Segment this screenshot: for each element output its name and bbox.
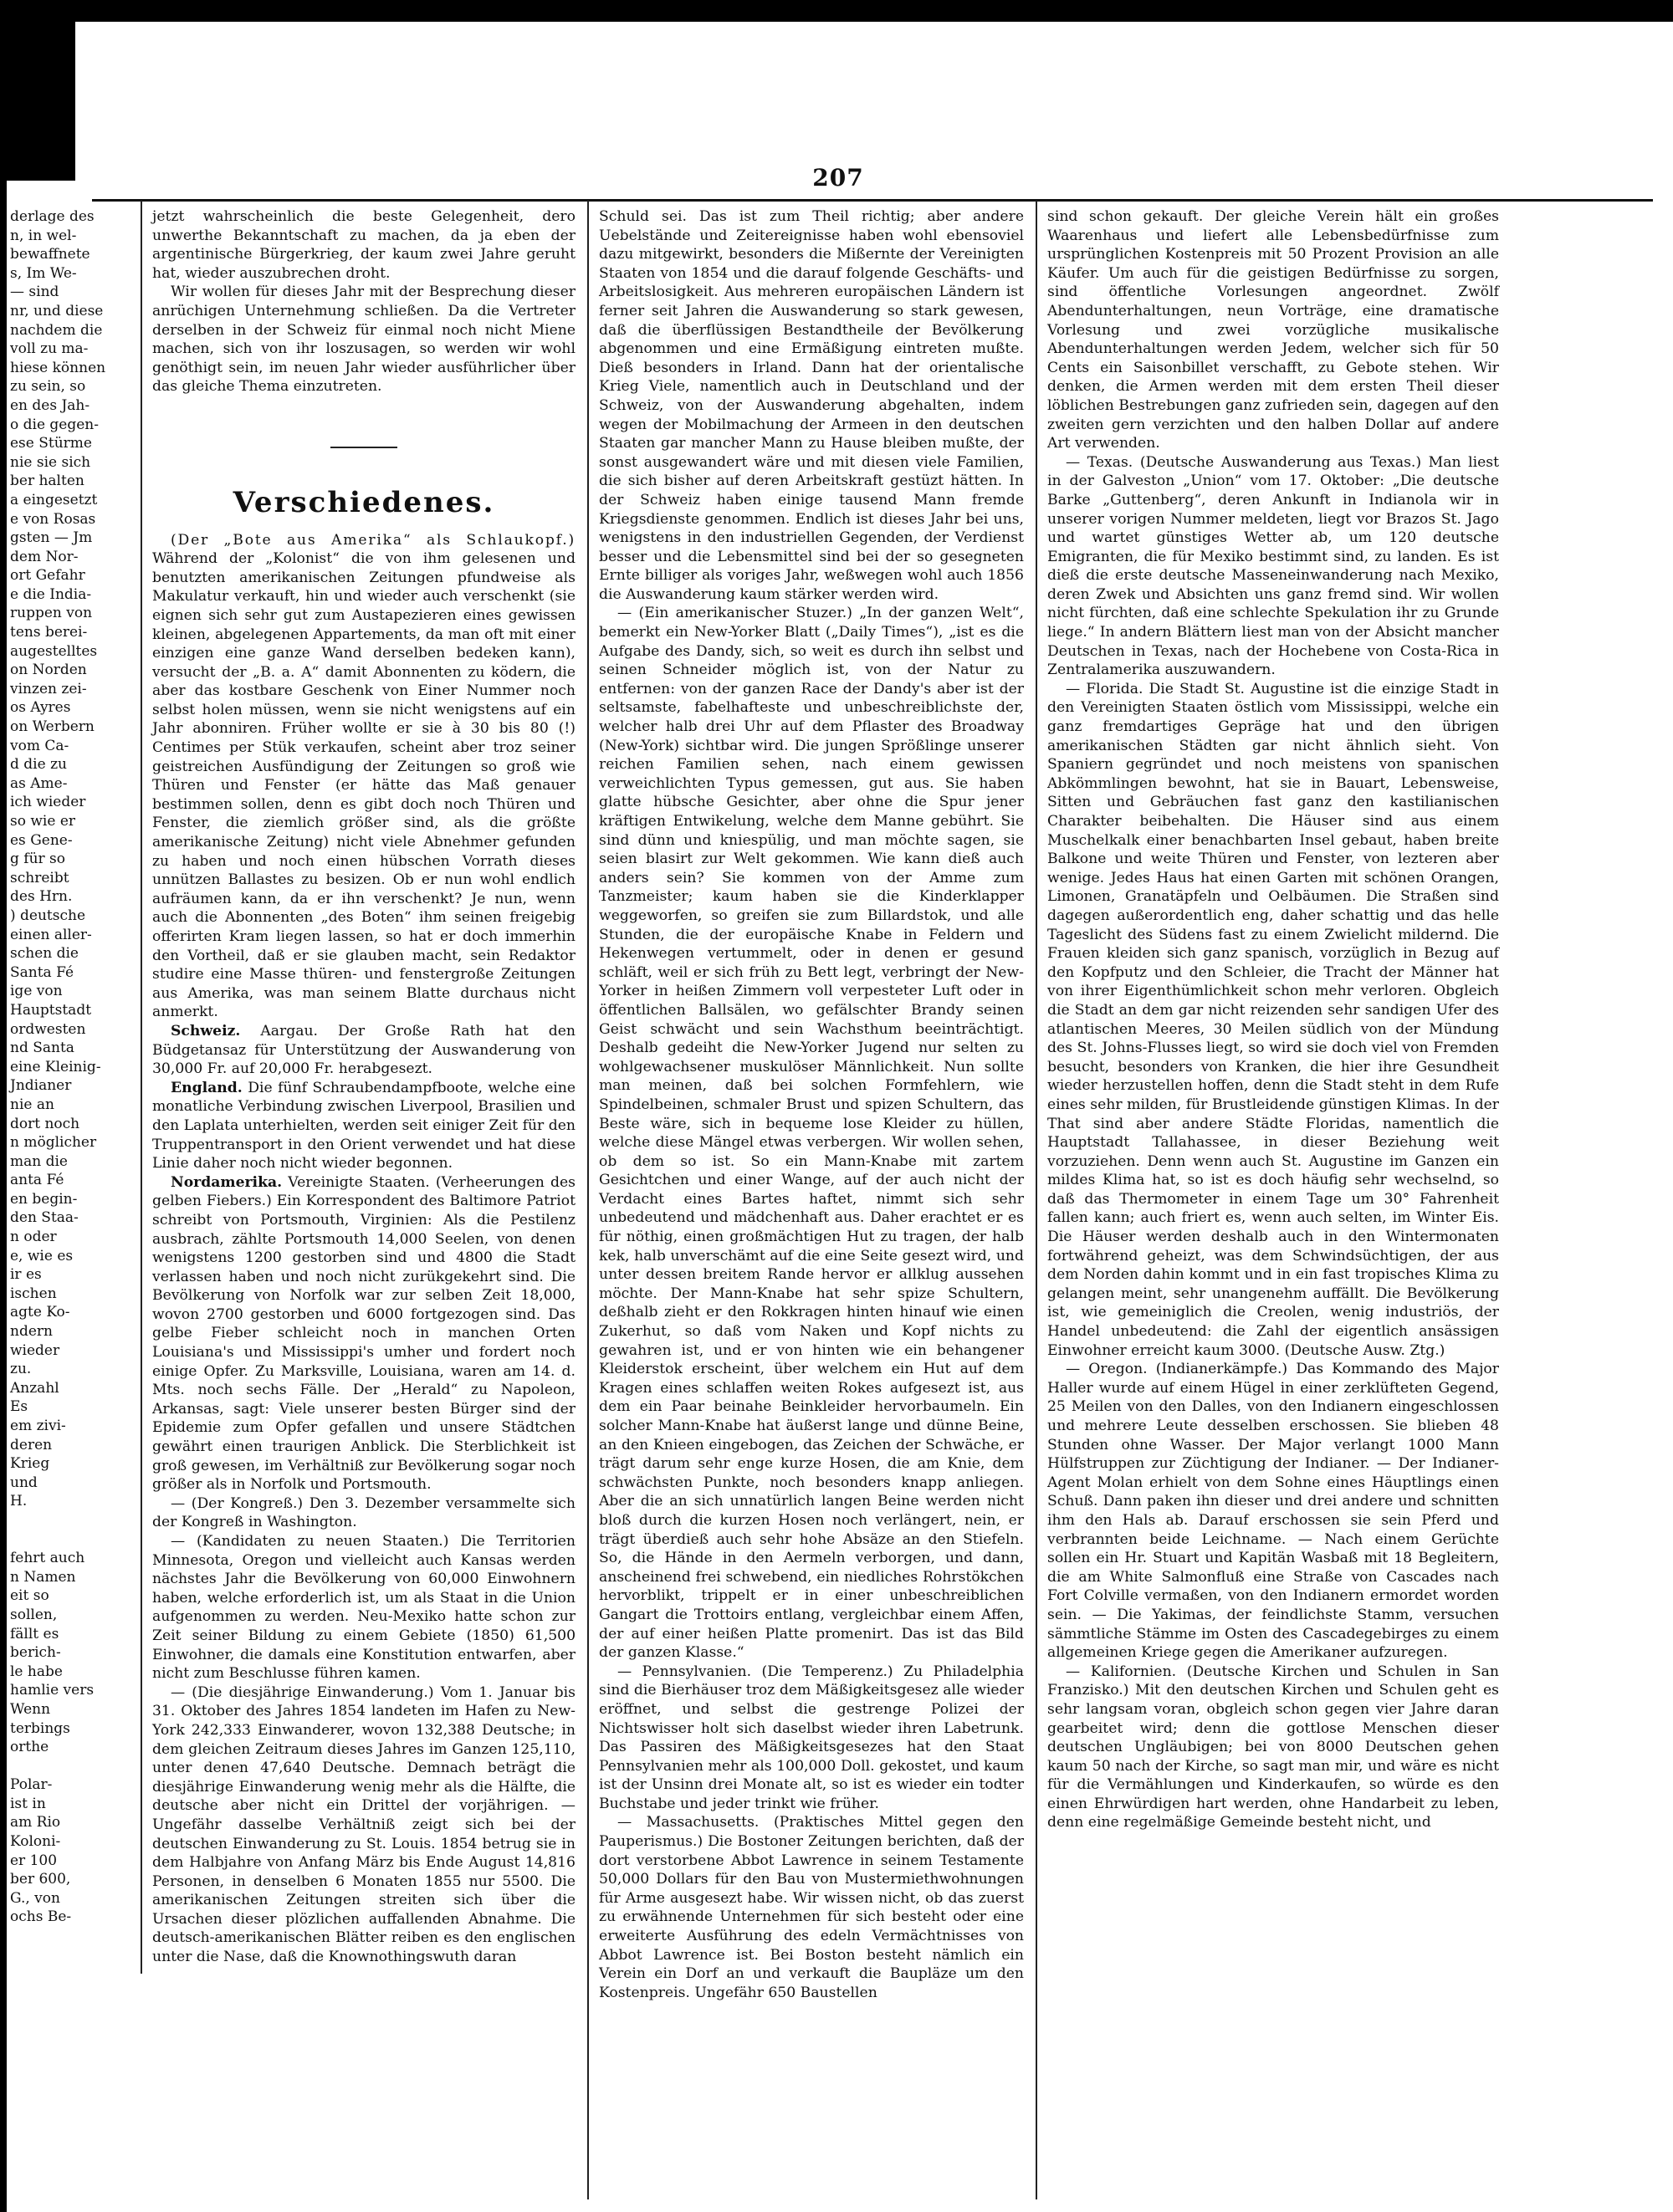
fragment-line: tens berei- xyxy=(10,624,88,641)
scan-border-left xyxy=(0,0,7,2212)
column-3 xyxy=(1047,207,1499,2181)
article-oregon: — Oregon. (Indianerkämpfe.) Das Kommando des Major Haller wurde auf einem Hügel in einer zerklüfteten Gegend, 25 Meilen von den Dalles, von den Indianern eingeschlossen und mehrere Leute desselben erschossen. Sie blieben 48 Stunden ohne Wasser. Der Major verlangt 1000 Mann Hülfstruppen zur Züchtigung der Indianer. — Der Indianer-Agent Molan erhielt von dem Sohne eines Häuptlings einen Schuß. Dann paken ihn dieser und drei andere und schnitten ihm den Hals ab. Darauf erschossen sie sein Pferd und verbrannten beide Leichname. — Nach einem Gerüchte sollen ein Hr. Stuart und Kapitän Wasbaß mit 18 Begleitern, die am White Salmonfluß eine Straße von Cascades nach Fort Colville vermaßen, von den Indianern ermordet worden sein. — Die Yakimas, der feindlichste Stamm, versuchen sämmtliche Stämme im Osten des Cascadegebirges zu einem allgemeinen Kriege gegen die Amerikaner aufzuregen. xyxy=(1047,1361,1499,1662)
fragment-line: hamlie vers xyxy=(10,1682,95,1699)
paragraph: Wir wollen für dieses Jahr mit der Besprechung dieser anrüchigen Unternehmung schließen. Da die Vertreter derselben in der Schweiz für einmal noch nicht Miene machen, sich von ihr loszusagen, so werden wir wohl genöthigt sein, im neuen Jahr wieder ausführlicher über das gleiche Thema einzutreten. xyxy=(152,284,576,396)
fragment-line: ochs Be- xyxy=(10,1908,72,1926)
fragment-line: em zivi- xyxy=(10,1418,66,1434)
fragment-line: es Gene- xyxy=(10,831,73,849)
fragment-line: e von Rosas xyxy=(10,510,96,528)
fragment-line: Anzahl xyxy=(10,1379,59,1397)
article-stuzer: — (Ein amerikanischer Stuzer.) „In der ganzen Welt“, bemerkt ein New-Yorker Blatt („Daily Times“), „ist es die Aufgabe des Dandy, sich, so weit es durch ihn selbst und seinen Schneider möglich ist, von der Natur zu entfernen: von der ganzen Race der Dandy's aber ist der seltsamste, fabelhafteste und unbeschreiblichste der, welcher halb drei Uhr auf dem Pflaster des Broadway (New-York) sichtbar wird. Die jungen Sprößlinge unserer reichen Familien sehen, nach einem gewissen verweichlichten Typus gemessen, gut aus. Sie haben glatte hübsche Gesichter, aber ohne die Spur jener kräftigen Entwikelung, welche dem Manne gebührt. Sie sind dünn und kniespülig, und man möchte sagen, sie seien blasirt zur Welt gekommen. Wie kann dieß auch anders sein? Sie kommen von der Amme zum Tanzmeister; kaum haben sie die Kinderklapper weggeworfen, so greifen sie zum Billardstok, und alle Stunden, die der europäische Knabe in Feldern und Hekenwegen vertummelt, oder in denen er gesund schläft, weil er sich früh zu Bett legt, verbringt der New-Yorker in heißen Zimmern voll verpesteter Luft oder in öffentlichen Ballsälen, wo gefälschter Brandy seinen Geist schwächt und sein Wachsthum beeinträchtigt. Deshalb gedeiht die New-Yorker Jugend nur selten zu wohlgewachsener muskulöser Männlichkeit. Nun sollte man meinen, daß bei solchen Formfehlern, wie Spindelbeinen, schmaler Brust und spizen Schultern, das Beste wäre, sich in bequeme lose Kleider zu hüllen, welche diese Mängel etwas verbergen. Wir wollen sehen, ob dem so ist. So ein Mann-Knabe mit zartem Gesichtchen und einer Wange, auf der auch nicht der Verdacht eines Bartes haftet, nimmt sich sehr unbedeutend und mädchenhaft aus. Daher erachtet er es für nöthig, einen großmächtigen Hut zu tragen, der halb kek, halb unverschämt auf die eine Seite gesezt wird, und unter dessen breitem Rande hervor er allklug aussehen möchte. Der Mann-Knabe hat sehr spize Schultern, deßhalb zieht er den Rokkragen hinten hinauf wie einen Zukerhut, so daß vom Naken und Kopf nichts zu gewahren ist, und er von hinten wie ein behangener Kleiderstok erscheint, über welchem ein Hut auf dem Kragen eines schlaffen weiten Rokes aufgesezt ist, aus dem ein Paar beinahe Beinkleider hervorbaumeln. Ein solcher Mann-Knabe hat äußerst lange und dünne Beine, an den Knieen eingebogen, das Zeichen der Schwäche, er trägt darum sehr enge kurze Hosen, die am Knie, dem schwächsten Punkte, noch besonders knapp anliegen. Aber die an sich unnatürlich langen Beine werden nicht bloß durch die kurzen Hosen noch verlängert, nein, er trägt überdieß auch sehr hohe Absäze an den Stiefeln. So, die Hände in den Aermeln verborgen, und dann, anscheinend frei schwebend, ein niedliches Rohrstökchen hervorblikt, trippelt er in einer unbeschreiblichen Gangart die Trottoirs entlang, vergleichbar einem Affen, der auf einer heißen Platte promenirt. Das ist das Bild der ganzen Klasse.“ xyxy=(599,605,1024,1662)
fragment-line: nr, und diese xyxy=(10,302,104,319)
fragment-line: n möglicher xyxy=(10,1134,97,1152)
fragment-line: e, wie es xyxy=(10,1247,74,1264)
fragment-line: ese Stürme xyxy=(10,435,92,452)
fragment-line xyxy=(10,1757,90,1776)
scan-border-corner xyxy=(0,22,75,181)
fragment-line: H. xyxy=(10,1493,28,1510)
section-divider xyxy=(330,447,397,448)
article-kandidaten: — (Kandidaten zu neuen Staaten.) Die Territorien Minnesota, Oregon und vielleicht auch Kansas werden nächstes Jahr die Bevölkerung von 60,000 Einwohnern haben, welche erforderlich ist, um als Staat in die Union aufgenommen zu werden. Neu-Mexiko hatte schon zur Zeit seiner Bildung zu einem Gebiete (1850) 61,500 Einwohner, die damals eine Konstitution entwarfen, aber nicht zum Beschlusse führen kamen. xyxy=(152,1533,576,1683)
fragment-line: s, Im We- xyxy=(10,264,77,282)
fragment-line: orthe xyxy=(10,1739,49,1756)
fragment-line: agte Ko- xyxy=(10,1304,70,1321)
article-nordamerika xyxy=(152,1173,576,1494)
fragment-line xyxy=(10,1511,90,1530)
section-title: Verschiedenes. xyxy=(233,485,495,519)
fragment-line: ber halten xyxy=(10,473,84,490)
article-text: Aargau. Der Große Rath hat den Büdgetansaz für Unterstützung der Auswanderung von 30,000 Fr. auf 20,000 Fr. herabgesezt. xyxy=(152,1022,576,1078)
fragment-line: schreibt xyxy=(10,869,69,886)
fragment-line: os Ayres xyxy=(10,699,71,717)
article-kalifornien: — Kalifornien. (Deutsche Kirchen und Schulen in San Franzisko.) Mit den deutschen Kirchen und Schulen geht es sehr langsam voran, obgleich schon gegen vier Jahre daran gearbeitet wird; denn die gottlose Menschen dieser deutschen Ungläubigen; bei von 8000 Deutschen gehen kaum 50 nach der Kirche, so sagt man mir, und wäre es nicht für die Vermählungen und Kinderkaufen, so würde es den einen Ehrwürdigen hart werden, ohne Handarbeit zu leben, denn eine regelmäßige Gemeinde besteht nicht, und xyxy=(1047,1663,1499,1831)
fragment-line: deren xyxy=(10,1436,53,1453)
article-text: Vereinigte Staaten. (Verheerungen des gelben Fiebers.) Ein Korrespondent des Baltimore Patriot schreibt von Portsmouth, Virginien: Als die Pestilenz ausbrach, zählte Portsmouth 14,000 Seelen, von denen wenigstens 1200 gestorben sind und 4800 die Stadt verlassen haben und noch nicht zurükgekehrt sind. Die Bevölkerung von Norfolk war zur selben Zeit 18,000, wovon 2700 gestorben und 6000 fortgezogen sind. Das gelbe Fieber schleicht noch in manchen Orten Louisiana's und Mississippi's umher und fordert noch einige Opfer. Zu Marksville, Louisiana, waren am 14. d. Mts. noch sechs Fälle. Der „Herald“ zu Napoleon, Arkansas, sagt: Viele unserer besten Bürger sind der Epidemie zum Opfer gefallen und unsere Städtchen gewährt einen traurigen Anblick. Die Sterblichkeit ist groß gewesen, im Verhältniß zur Bevölkerung sogar noch größer als in Norfolk und Portsmouth. xyxy=(152,1173,576,1494)
fragment-line: Jndianer xyxy=(10,1077,72,1095)
fragment-line: ber 600, xyxy=(10,1871,71,1888)
fragment-line: en begin- xyxy=(10,1190,78,1208)
article-text: Die fünf Schraubendampfboote, welche eine monatliche Verbindung zwischen Liverpool, Brasilien und den Laplata unterhielten, werden seit einiger Zeit für den Truppentransport in den Orient verwendet und hat diese Linie daher noch nicht wieder begonnen. xyxy=(152,1079,576,1172)
fragment-line: G., von xyxy=(10,1889,60,1907)
fragment-line: Krieg xyxy=(10,1455,50,1473)
column-1 xyxy=(152,207,576,2181)
fragment-line: am Rio xyxy=(10,1814,61,1831)
fragment-line: berich- xyxy=(10,1644,61,1662)
fragment-line: Hauptstadt xyxy=(10,1001,92,1019)
paragraph: Schuld sei. Das ist zum Theil richtig; aber andere Uebelstände und Zeitereignisse haben wohl ebensoviel dazu mitgewirkt, besonders die Mißernte der Vereinigten Staaten von 1854 und die darauf folgende Geschäfts- und Arbeitslosigkeit. Aus mehreren europäischen Ländern ist ferner seit Jahren die Auswanderung so stark gewesen, daß die überflüssigen Bestandtheile der Bevölkerung abgenommen und eine Ermäßigung eintreten mußte. Dieß besonders in Irland. Dann hat der orientalische Krieg Viele, namentlich auch in Deutschland und der Schweiz, von der Auswanderung abgehalten, indem wegen der Mobilmachung der Armeen in den deutschen Staaten gar mancher Mann zu Hause bleiben mußte, der sonst ausgewandert wäre und mit diesen viele Familien, die sich bisher auf deren Arbeitskraft gestüzt hätten. In der Schweiz haben einige tausend Mann fremde Kriegsdienste genommen. Endlich ist dieses Jahr bei uns, wenigstens in den industriellen Gegenden, der Verdienst besser und die Lebensmittel sind bei der so gesegneten Ernte billiger als voriges Jahr, weßwegen wohl auch 1856 die Auswanderung kaum stärker werden wird. xyxy=(599,208,1024,603)
fragment-line: fehrt auch xyxy=(10,1550,85,1567)
article-heading: Schweiz. xyxy=(171,1022,241,1040)
column-2 xyxy=(599,207,1024,2181)
fragment-line: ndern xyxy=(10,1323,53,1341)
paragraph: sind schon gekauft. Der gleiche Verein hält ein großes Waarenhaus und liefert alle Lebensbedürfnisse zum ursprünglichen Kostenpreis mit 50 Prozent Provision an alle Käufer. Um auch für die geistigen Bedürfnisse zu sorgen, sind öffentliche Vorlesungen angeordnet. Zwölf Abendunterhaltungen, neun Vorträge, eine dramatische Vorlesung und zwei vorzügliche musikalische Abendunterhaltungen werden Jedem, welcher sich für 50 Cents ein Saisonbillet verschafft, zu Gebote stehen. Wir denken, die Armen werden mit dem ersten Theil dieser löblichen Bestrebungen ganz zufrieden sein, dagegen auf den zweiten gern verzichten und den halben Dollar auf andere Art verwenden. xyxy=(1047,208,1499,452)
fragment-line: fällt es xyxy=(10,1625,59,1642)
fragment-line: ) deutsche xyxy=(10,907,86,924)
fragment-line: ich wieder xyxy=(10,794,86,811)
fragment-line: einen aller- xyxy=(10,926,92,943)
fragment-line: dem Nor- xyxy=(10,548,79,565)
fragment-line: ruppen von xyxy=(10,605,93,622)
fragment-line: vinzen zei- xyxy=(10,680,87,697)
fragment-line: d die zu xyxy=(10,756,67,774)
article-bote xyxy=(152,531,576,1022)
fragment-line: hiese können xyxy=(10,359,106,376)
article-massachusetts: — Massachusetts. (Praktisches Mittel gegen den Pauperismus.) Die Bostoner Zeitungen berichten, daß der dort verstorbene Abbot Lawrence in seinem Testamente 50,000 Dollars für den Bau von Mustermiethwohnungen für Arme ausgesezt habe. Wir wissen nicht, ob das zuerst zu erwähnende Unternehmen für sich besteht oder eine erweiterte Ausführung des edeln Vermächtnisses von Abbot Lawrence ist. Bei Boston besteht nämlich ein Verein ein Dorf an und verkauft die Baupläze um den Kostenpreis. Ungefähr 650 Baustellen xyxy=(599,1814,1024,2001)
fragment-line: — sind xyxy=(10,284,59,301)
fragment-line: vom Ca- xyxy=(10,737,69,754)
fragment-line: Santa Fé xyxy=(10,963,74,981)
header-rule xyxy=(92,199,1653,202)
fragment-line: n oder xyxy=(10,1229,57,1246)
fragment-line: nd Santa xyxy=(10,1040,74,1057)
fragment-line: ischen xyxy=(10,1285,57,1302)
fragment-line: nie sie sich xyxy=(10,453,91,471)
article-texas: — Texas. (Deutsche Auswanderung aus Texas.) Man liest in der Galveston „Union“ vom 17. Oktober: „Die deutsche Barke „Guttenberg“, deren Ankunft in Indianola wir in unserer vorigen Nummer meldeten, liegt vor Brazos St. Jago und wartet günstiges Wetter ab, um 120 deutsche Emigranten, die für Mexiko bestimmt sind, zu landen. Es ist dieß die erste deutsche Masseneinwanderung nach Mexiko, deren Zwek und Absichten uns ganz fremd sind. Wir wollen nicht fürchten, daß eine schlechte Spekulation ihr zu Grunde liege.“ In andern Blättern liest man von der Absicht mancher Deutschen in Texas, nach der Hochebene von Costa-Rica in Zentralamerika auszuwandern. xyxy=(1047,453,1499,679)
fragment-line: so wie er xyxy=(10,813,76,830)
fragment-line: ige von xyxy=(10,983,63,1000)
scan-border-top xyxy=(0,0,1673,22)
fragment-line: en des Jah- xyxy=(10,396,90,414)
article-schweiz xyxy=(152,1022,576,1079)
fragment-line: as Ame- xyxy=(10,774,68,792)
fragment-line: nie an xyxy=(10,1096,54,1113)
column-rule-2 xyxy=(587,201,589,2199)
fragment-line: den Staa- xyxy=(10,1209,79,1227)
fragment-line: Wenn xyxy=(10,1700,51,1718)
fragment-line: gsten — Jm xyxy=(10,529,93,547)
fragment-line: Es xyxy=(10,1398,28,1416)
fragment-line: ort Gefahr xyxy=(10,567,85,585)
fragment-line: n, in wel- xyxy=(10,227,77,244)
fragment-line: Polar- xyxy=(10,1776,53,1794)
paragraph: jetzt wahrscheinlich die beste Gelegenheit, dero unwerthe Bekanntschaft zu machen, da ja eben der argentinische Bürgerkrieg, der kaum zwei Jahre geruht hat, wieder auszubrechen droht. xyxy=(152,208,576,282)
article-florida: — Florida. Die Stadt St. Augustine ist die einzige Stadt in den Vereinigten Staaten östlich vom Mississippi, welche ein ganz fremdartiges Gepräge hat und den übrigen amerikanischen Städten gar nicht ähnlich sieht. Von Spaniern gegründet und noch meistens von spanischen Abkömmlingen bewohnt, hat sie in Bauart, Lebensweise, Sitten und Gebräuchen fast ganz den kastilianischen Charakter beibehalten. Die Häuser sind aus einem Muschelkalk einer benachbarten Insel gebaut, haben breite Balkone und weite Thüren und Fenster, von lezteren aber wenige. Jedes Haus hat einen Garten mit schönen Orangen, Limonen, Granatäpfeln und Oelbäumen. Die Straßen sind dagegen außerordentlich eng, daher schattig und das helle Tageslicht des Südens fast zu einem Zwielicht mildernd. Die Frauen kleiden sich ganz spanisch, vorzüglich in Bezug auf den Kopfputz und den Schleier, die Tracht der Männer hat von ihrer Eigenthümlichkeit schon mehr verloren. Obgleich die Stadt an dem gar nicht reizenden sehr sandigen Ufer des atlantischen Meeres, 30 Meilen südlich von der Mündung des St. Johns-Flusses liegt, so wird sie doch viel von Fremden besucht, besonders von Kranken, die hier ihre Gesundheit wieder herzustellen hoffen, denn die Stadt steht in dem Rufe eines sehr milden, für Brustleidende günstigen Klimas. In der That sind aber andere Städte Floridas, namentlich die Hauptstadt Tallahassee, in dieser Beziehung weit vorzuziehen. Denn wenn auch St. Augustine im Ganzen ein mildes Klima hat, so ist es doch häufig sehr wechselnd, so daß das Thermometer in einem Tage um 30° Fahrenheit fallen kann; auch friert es, wenn auch selten, im Winter Eis. Die Häuser werden deshalb auch in den Wintermonaten fortwährend geheizt, was dem Schwindsüchtigen, der aus dem Norden dahin kommt und in ein fast tropisches Klima zu gelangen meint, sehr unangenehm auffällt. Die Bevölkerung ist, wie gemeiniglich die Creolen, wenig industriös, der Handel unbedeutend: die Zahl der eigentlich ansässigen Einwohner erreicht kaum 3000. (Deutsche Ausw. Ztg.) xyxy=(1047,680,1499,1359)
fragment-line: eit so xyxy=(10,1587,49,1605)
fragment-line: schen die xyxy=(10,945,79,963)
article-heading: England. xyxy=(171,1079,243,1096)
fragment-line: wieder xyxy=(10,1341,60,1359)
fragment-line: terbings xyxy=(10,1719,70,1737)
fragment-line: zu. xyxy=(10,1361,32,1378)
fragment-line: des Hrn. xyxy=(10,888,73,906)
fragment-line: le habe xyxy=(10,1663,63,1680)
page-number: 207 xyxy=(812,164,864,192)
fragment-line: o die gegen- xyxy=(10,416,100,433)
cropped-column-fragment xyxy=(10,207,106,1926)
fragment-line: a eingesetzt xyxy=(10,491,98,508)
column-rule-1 xyxy=(141,201,142,1974)
fragment-line: man die xyxy=(10,1152,68,1170)
fragment-line: anta Fé xyxy=(10,1172,64,1189)
fragment-line: zu sein, so xyxy=(10,378,86,396)
fragment-line: ir es xyxy=(10,1266,42,1284)
fragment-line: n Namen xyxy=(10,1568,76,1586)
article-heading: (Der „Bote aus Amerika“ als Schlaukopf.) xyxy=(171,531,576,549)
fragment-line: nachdem die xyxy=(10,321,103,339)
fragment-line: augestelltes xyxy=(10,642,98,660)
article-heading: Nordamerika. xyxy=(171,1173,283,1191)
fragment-line: on Werbern xyxy=(10,718,95,736)
fragment-line: er 100 xyxy=(10,1852,58,1869)
article-text: Während der „Kolonist“ die von ihm gelesenen und benutzten amerikanischen Zeitungen pfundweise als Makulatur verkauft, hin und wieder auch verschenkt (sie eignen sich sehr gut zum Austapezieren eines gewissen kleinen, abgelegenen Appartements, da man oft mit einer einzigen eine ganze Wand derselben bedeken kann), versucht der „B. a. A“ damit Abonnenten zu ködern, die aber das kostbare Geschenk von Einer Nummer noch selbst holen müssen, wenn sie nicht wenigstens auf ein Jahr abonniren. Früher wollte er sie à 30 bis 80 (!) Centimes per Stük verkaufen, scheint aber troz seiner geistreichen Ausfündigung der Zeitungen so groß wie Thüren und Fenster (er hätte das Maß genauer bestimmen sollen, denn es gibt doch noch Thüren und Fenster, die ziemlich größer sind, als die größte amerikanische Zeitung) nicht viele Abnehmer gefunden zu haben und noch einen hübschen Vorrath dieses unnützen Ballastes zu besizen. Ob er nun wohl endlich aufräumen kann, da er ihn verschenkt? Je nun, wenn auch die Abonnenten „des Boten“ ihm seinen freigebig offerirten Kram liegen lassen, so hat er doch immerhin den Vortheil, daß er sie glauben macht, sein Redaktor studire eine Masse thüren- und fenstergroße Zeitungen aus Amerika, was man seinem Blatte durchaus nicht anmerkt. xyxy=(152,550,576,1021)
fragment-line: on Norden xyxy=(10,662,87,679)
article-einwanderung: — (Die diesjährige Einwanderung.) Vom 1. Januar bis 31. Oktober des Jahres 1854 landeten im Hafen zu New-York 242,333 Einwanderer, wovon 132,388 Deutsche; in dem gleichen Zeitraum dieses Jahres im Ganzen 125,110, unter denen 47,640 Deutsche. Demnach beträgt die diesjährige Einwanderung wenig mehr als die Hälfte, die deutsche aber nicht ein Drittel der vorjährigen. — Ungefähr dasselbe Verhältniß zeigt sich bei der deutschen Einwanderung zu St. Louis. 1854 betrug sie in dem Halbjahre von Anfang März bis Ende August 14,816 Personen, in denselben 6 Monaten 1855 nur 5500. Die amerikanischen Zeitungen streiten sich über die Ursachen dieser plözlichen auffallenden Abnahme. Die deutsch-amerikanischen Blätter reiben es den englischen unter die Nase, daß die Knownothingswuth daran xyxy=(152,1683,576,1966)
fragment-line: sollen, xyxy=(10,1606,58,1623)
fragment-line: derlage des xyxy=(10,208,95,225)
fragment-line: Koloni- xyxy=(10,1833,61,1851)
fragment-line: ist in xyxy=(10,1795,46,1812)
fragment-line: voll zu ma- xyxy=(10,340,89,358)
fragment-line: eine Kleinig- xyxy=(10,1058,101,1075)
article-england xyxy=(152,1079,576,1173)
fragment-line: dort noch xyxy=(10,1115,80,1132)
fragment-line: bewaffnete xyxy=(10,246,90,263)
column-rule-3 xyxy=(1036,201,1037,2199)
fragment-line: e die India- xyxy=(10,585,92,603)
article-kongress: — (Der Kongreß.) Den 3. Dezember versammelte sich der Kongreß in Washington. xyxy=(152,1494,576,1531)
article-pennsylvanien: — Pennsylvanien. (Die Temperenz.) Zu Philadelphia sind die Bierhäuser troz dem Mäßigkeitsgesez alle wieder eröffnet, und selbst die gestrenge Polizei der Nichtswisser holt sich daselbst wieder ihren Labetrunk. Das Passiren des Mäßigkeitsgesezes hat den Staat Pennsylvanien mehr als 100,000 Doll. gekostet, und kaum ist der Unsinn drei Monate alt, so ist es wieder ein todter Buchstabe und jeder trinkt wie früher. xyxy=(599,1663,1024,1812)
fragment-line: ordwesten xyxy=(10,1020,86,1038)
fragment-line xyxy=(10,1530,90,1550)
fragment-line: und xyxy=(10,1474,38,1491)
fragment-line: g für so xyxy=(10,851,66,868)
